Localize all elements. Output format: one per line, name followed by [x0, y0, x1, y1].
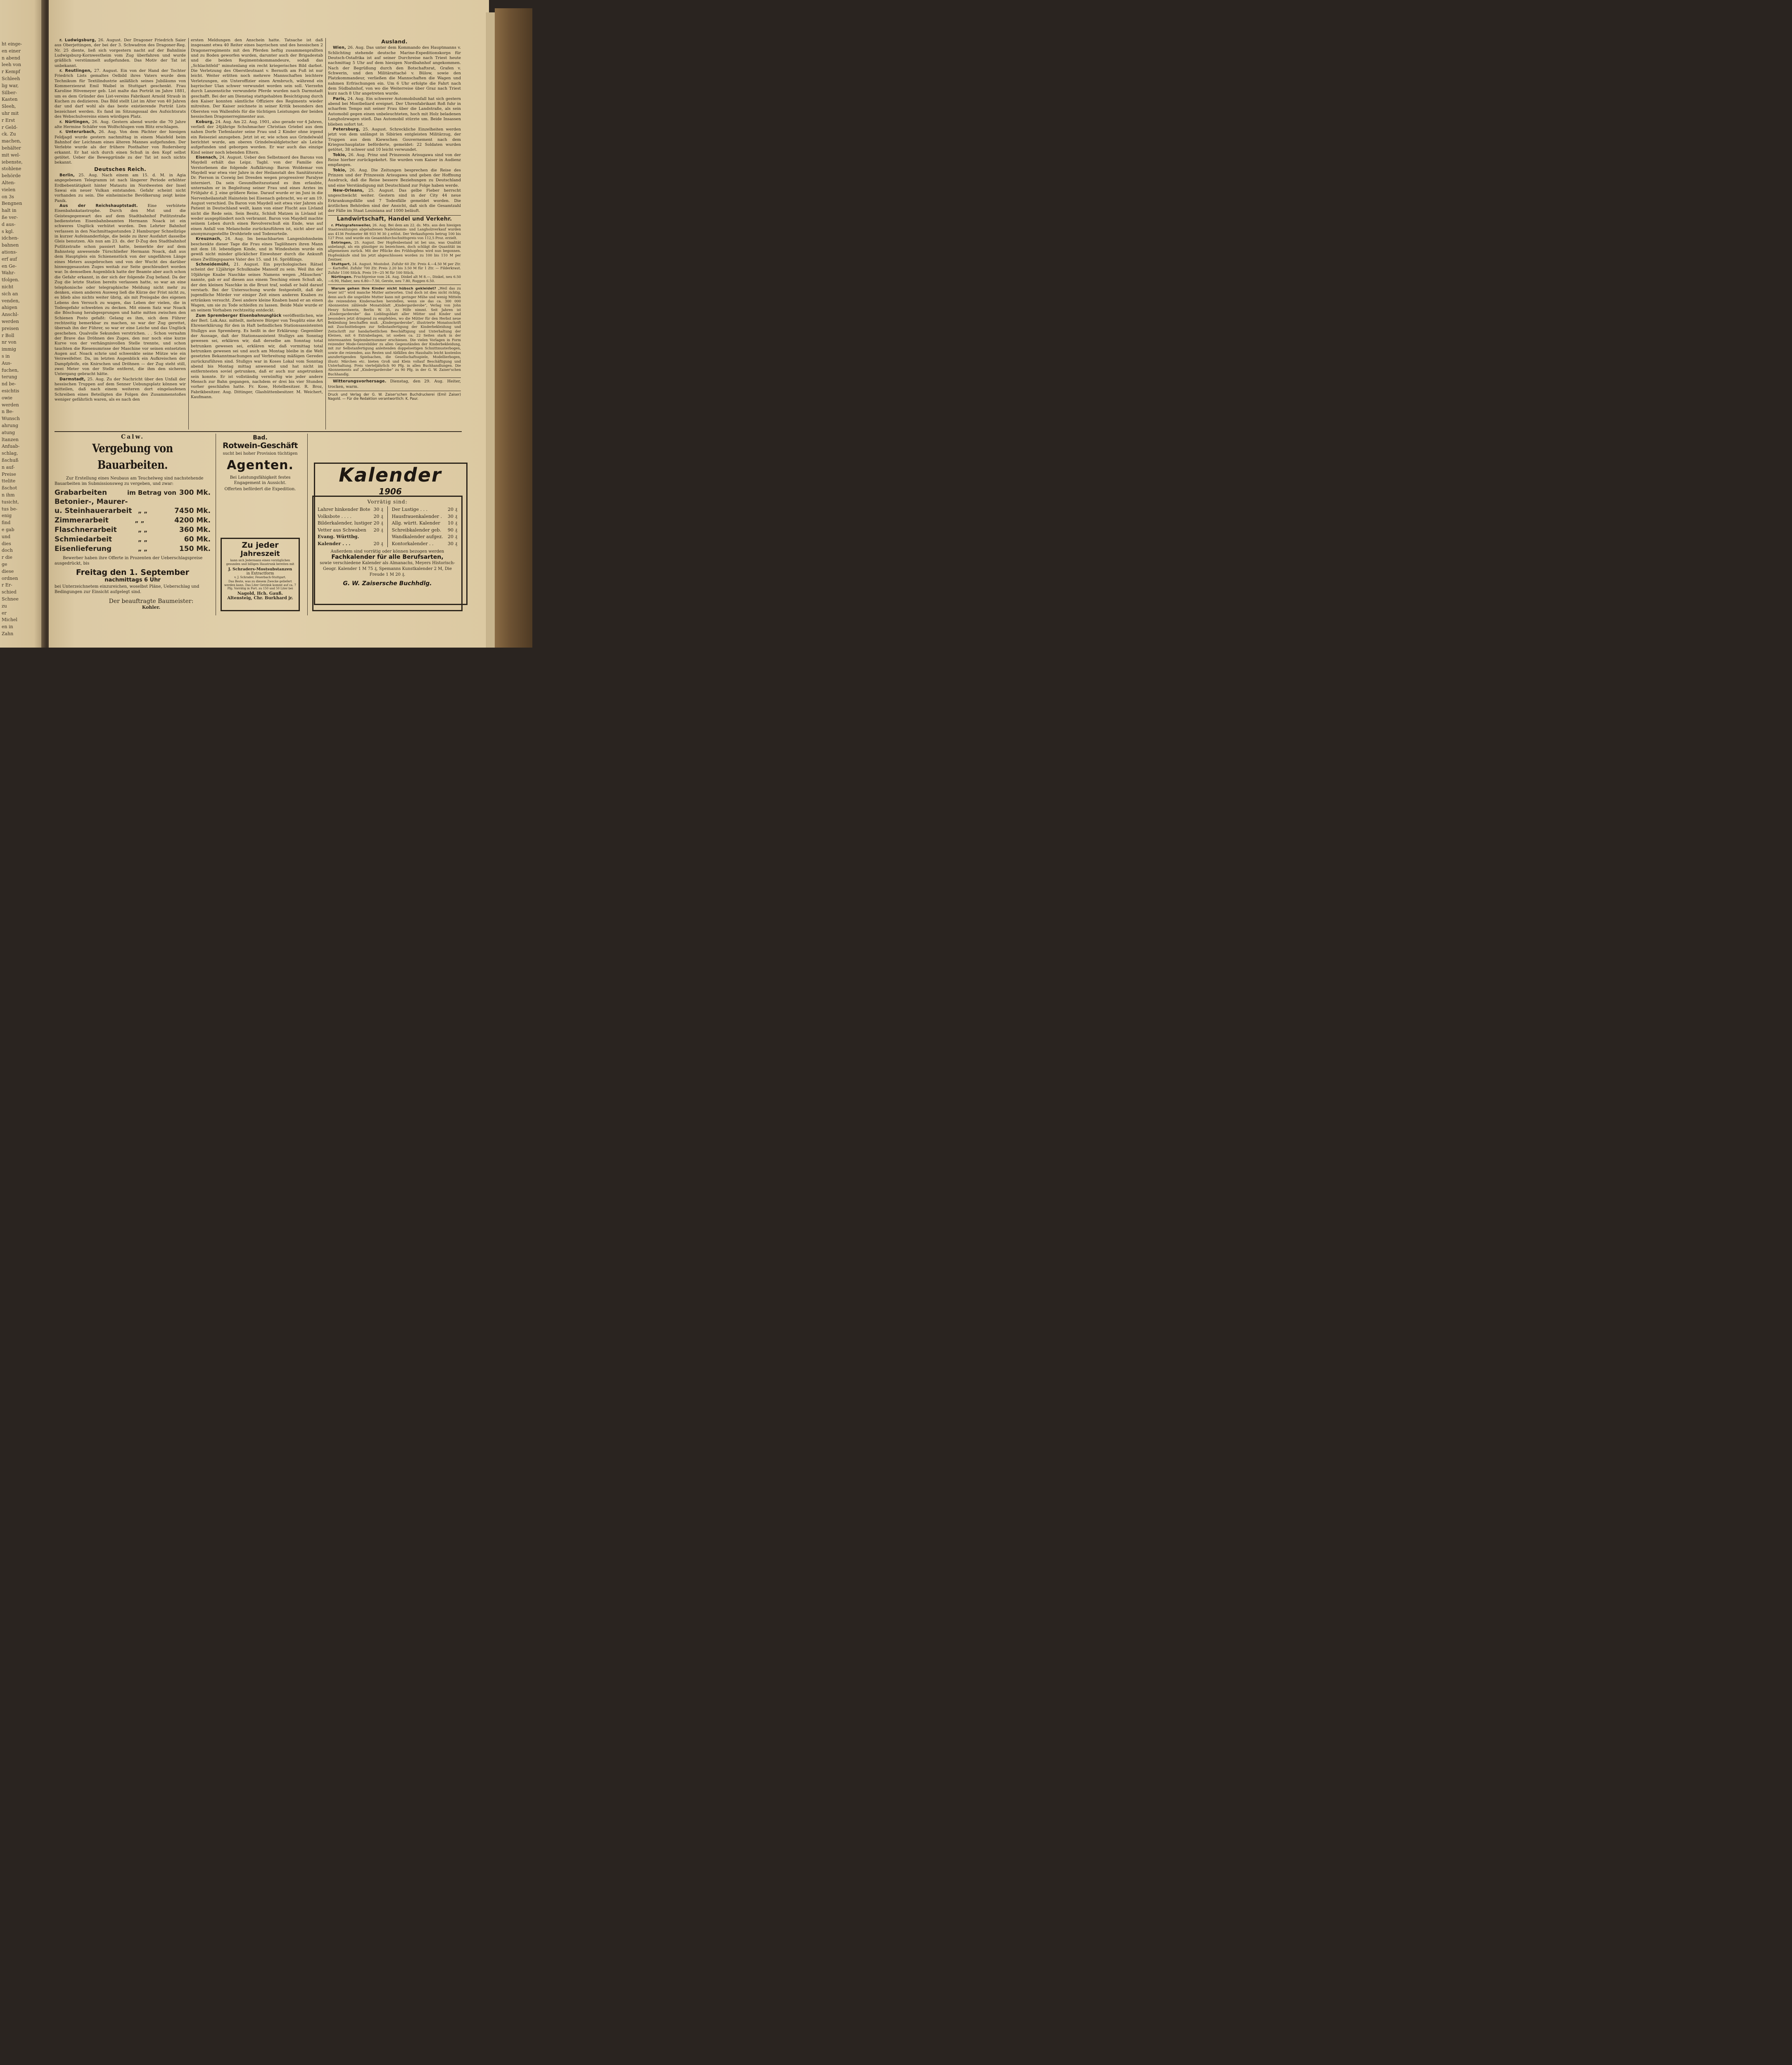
left-page-line: schied — [2, 589, 17, 595]
left-page-line: n abend — [2, 55, 20, 61]
left-page-line: r Geld- — [2, 124, 18, 130]
ad-bauarbeiten — [55, 434, 211, 615]
article-text: 26. Aug. Gestern abend wurde die 70 Jahre alte Hermine Schäfer von Wolfschlugen vom Blitz erschlagen. — [55, 119, 186, 129]
left-page-line: r Boll — [2, 332, 14, 338]
article-text: 25. August. Das gelbe Fieber herrscht ungeschwächt weiter. Gestern sind in der City 44 neue Erkrankungsfälle und 7 Todesfälle gemeldet worden. Die ärztlichen Behörden sind der Ansicht, daß sich die Gesamtzahl der Fälle im Staat Louisiana auf 1000 beläuft. — [328, 188, 461, 214]
column-3 — [328, 38, 461, 430]
article-dateline: r. Pfalzgrafenweiler, — [331, 223, 371, 228]
bau-item-row — [55, 544, 211, 554]
left-page-line: Wahr- — [2, 270, 15, 276]
bau-item-amount: 150 Mk. — [179, 545, 211, 553]
ads-separator — [55, 431, 462, 432]
ad-signer: Der beauftragte Baumeister: — [109, 598, 194, 605]
ad-divider — [307, 434, 308, 615]
left-page-line: werden — [2, 319, 19, 324]
market-reports — [328, 223, 461, 283]
ad-intro: Zur Erstellung eines Neubaus am Teuchelweg sind nachstehende Bauarbeiten im Submissionsweg zu vergeben, und zwar: — [55, 476, 204, 486]
kalender-extra1: Außerdem sind vorrätig oder können bezogen werden — [330, 549, 444, 554]
article-dateline: Schneidemühl, — [196, 262, 230, 267]
left-page-line: machen, — [2, 138, 21, 144]
article-dateline: Entringen, — [331, 240, 352, 244]
left-page-line: diese — [2, 568, 14, 574]
article-paragraph — [328, 188, 461, 214]
left-page-line: Zahn — [2, 631, 14, 636]
ad-deadline: Freitag den 1. September — [76, 568, 190, 577]
article-text: 25. August. Schreckliche Einzelheiten werden jetzt von dem unlängst in Sibirien entgleisten Militärzug, der Truppen aus dem Kiewschen Gouvernement nach dem Kriegsschauplatze beförderte, gemeldet: 22 Soldaten wurden getötet, 38 schwer und 10 leicht verwundet. — [328, 127, 461, 152]
bau-item-name: Betonier-, Maurer- — [55, 498, 128, 506]
section-title: Ausland. — [381, 38, 408, 45]
left-page-line: immig — [2, 347, 16, 352]
ad-place: Calw. — [121, 434, 145, 440]
left-page-line: en in — [2, 624, 13, 630]
article-dateline: Stuttgart, — [331, 261, 351, 266]
ad-most-product2: in Extractform — [246, 572, 274, 576]
ad-most-title2: Jahreszeit — [240, 550, 280, 558]
left-page-line: atung — [2, 430, 15, 435]
left-page-line: schlag, — [2, 451, 18, 456]
article-dateline: r. Nürtingen, — [59, 119, 90, 124]
left-page-line: Sleeh, — [2, 104, 16, 109]
left-page-line: er — [2, 610, 7, 616]
ad-kalender-title: Kalender — [339, 464, 442, 486]
kalender-shop: G. W. Zaisersche Buchhdlg. — [343, 580, 432, 587]
article-paragraph — [328, 379, 461, 389]
kalender-item — [392, 541, 458, 548]
article-text: 27. August. Ein von der Hand der Tochter Friedrich Lists gemaltes Oelbild ihres Vaters wurde dem Technikum für Textilindustrie anläßlich seines Jubiläums von Kommerzienrat Emil Waibel in Stuttgart geschenkt. Frau Karoline Hövemeyer geb. List malte das Porträt im Jahre 1881, um es dem Gründer des List-vereins Fabrikant Arnold Straub in Kuchen zu dedizieren. Das Bild stellt List im Alter von 40 Jahren dar und darf wohl als das beste existierende Porträt Lists bezeichnet werden. Es fand im Sitzungssaal des Aufsichtsrats des Webschulvereins einen würdigen Platz. — [55, 69, 186, 119]
left-page-line: ations- — [2, 249, 17, 255]
column-divider — [188, 38, 189, 430]
left-page-line: doch — [2, 548, 13, 553]
left-page-line: n Be- — [2, 409, 14, 415]
ad-rotwein — [219, 434, 301, 538]
page-edges — [486, 12, 496, 648]
article-dateline: Eisenach, — [196, 155, 218, 160]
left-page-line: Silber- — [2, 90, 17, 95]
ad-items — [55, 488, 211, 554]
ad-title: Vergebung von Bauarbeiten. — [92, 441, 173, 472]
kalender-item-name: Kontorkalender . . — [392, 541, 434, 546]
left-page-line: Schnee — [2, 596, 19, 602]
kalender-item-name: Schreibkalender geb. — [392, 527, 441, 533]
left-page-line: tfolgen. — [2, 277, 19, 283]
bau-item-row — [55, 516, 211, 525]
article-dateline: Zum Spremberger Eisenbahnunglück — [196, 313, 282, 318]
left-page-line: nr von — [2, 339, 17, 345]
left-page-line: halt in — [2, 208, 17, 214]
kalender-item — [318, 513, 383, 520]
column-divider — [325, 38, 326, 430]
kalender-item — [318, 541, 383, 548]
kalender-item — [392, 534, 458, 541]
bau-item-mid: „ „ — [138, 527, 148, 534]
left-page-line: fuchen, — [2, 367, 19, 373]
article-text: 24. Aug. Im benachbarten Langenlohnsheim beschenkte dieser Tage die Frau eines Taglöhners ihren Mann mit dem 18. lebendigen Kinde, und in Windesheim wurde ein gewiß nicht minder glücklicher Einwohner durch die Ankunft eines Zwillingspaares Vater des 15. und 16. Sprößlings. — [191, 237, 323, 262]
article-dateline: Wien, — [333, 45, 346, 50]
kalender-list-right — [392, 506, 458, 547]
article-text: 25. August. Der Hopfenbestand ist bei uns, was Qualität anbelangt, als ein günstiger zu bezeichnen, doch schlägt die Quantität im allgemeinen zurück. Mit der Pflücke des Frühhopfens wird nun begonnen. Hopfenkäufe sind bis jetzt abgeschlossen worden zu 100 bis 110 M per Zentner. — [328, 240, 461, 262]
left-page-line: find — [2, 520, 11, 526]
bau-item-amount: 360 Mk. — [179, 526, 211, 534]
ad-deadline-time: nachmittags 6 Uhr — [104, 577, 161, 583]
kalender-item — [392, 506, 458, 513]
article-dateline: Koburg, — [196, 119, 214, 124]
bau-item-amount: 4200 Mk. — [174, 516, 211, 525]
section-title: Landwirtschaft, Handel und Verkehr. — [337, 216, 452, 222]
left-page-line: mit wel- — [2, 152, 21, 158]
left-page-line: r Er- — [2, 582, 12, 588]
section-title: Deutsches Reich. — [94, 166, 146, 172]
article-paragraph — [55, 120, 186, 130]
kalender-item — [318, 527, 383, 534]
kalender-item-name: Allg. württ. Kalender — [392, 520, 440, 526]
left-page-line: ahrung — [2, 423, 19, 428]
left-page-line: ahigen — [2, 305, 17, 311]
kalender-item-name: Hausfrauenkalender . — [392, 513, 442, 519]
left-page-line: nicht — [2, 284, 14, 290]
left-page-line: Alten- — [2, 180, 16, 185]
article-text: „Weil das zu teuer ist!“ wird manche Mutter antworten. Und doch ist dies nicht richtig, denn auch die ungeübte Mutter kann mit geringer Mühe und wenig Mitteln die reizendsten Kindersachen herstellen, wenn sie das ca. 300 000 Abonnenten zählende Monatsblatt „Kindergarderobe“, Verlag von John Henry Schwerin, Berlin W. 35, zu Hilfe nimmt. Seit Jahren ist „Kindergarderobe“ das Lieblingsblatt aller Mütter und Kinder und besonders jetzt dringend zu empfehlen, wo die Mütter für den Herbst neue Bekleidung beschaffen muß. „Kindergarderobe“, illustrierte Monatsschrift mit Zuschnittebogen zur Selbstanfertigung der Kinderbekleidung und Zeitschrift zur handarbeitlichen Beschäftigung und Unterhaltung der Kleinen, mit 6 Extrabeilagen, ist soeben ca. 22 Seiten stark in der interessanten Septembernummer erschienen. Die vielen Vorlagen in Form reizender Mode-Genrebilder zu allen Gegenständen der Kinderbekleidung, mit zur Selbstanfertigung anleitenden doppelseitigen Schnittmusterbogen, sowie die reizenden, aus Resten und Abfällen des Haushalts leicht kostenlos anzufertigenden Spielsachen, die Gesellschaftsspiele, Modellierbogen, illustr. Märchen etc. bieten Groß und Klein vollauf Beschäftigung und Unterhaltung. Preis vierteljährlich 90 Pfg. in allen Buchhandlungen. Die Abonnements auf „Kindergarderobe“ zu 90 Pfg. in der G. W. Zaiser'schen Buchhandlg. — [328, 286, 461, 376]
left-page-line: Wunsch — [2, 416, 20, 422]
article-dateline: Paris, — [333, 96, 346, 101]
left-page-line: lig war, — [2, 83, 19, 88]
article-paragraph — [328, 240, 461, 262]
left-page-line: ge — [2, 562, 7, 567]
article-paragraph — [55, 173, 186, 204]
left-page-line: e gab — [2, 527, 14, 532]
article-paragraph — [55, 38, 186, 69]
left-page-line: tusicht, — [2, 499, 19, 505]
article-text: 26. Aug. Bei dem am 22. ds. Mts. aus den hiesigen Staatswaldungen abgehaltenen Nadelstamm- und Langholzverkauf wurden aus 4136 Festmeter 88 933 M 30 ₰ erlöst. Der Verkaufspreis betrug 100 bis 127 Proz. und wurde ein Gesamtdurchschnittspreis von 112,5 Proz. erzielt. — [328, 223, 461, 240]
article-text: 26. Aug. Prinz und Prinzessin Arisugawa sind von der Reise hierher zurückgekehrt. Sie wurden vom Kaiser in Audienz empfangen. — [328, 152, 461, 168]
left-page-line: Schleeh — [2, 76, 20, 81]
left-page-line: en Ge- — [2, 263, 17, 269]
ad-wein-line3: sucht bei hoher Provision tüchtigen — [223, 451, 298, 456]
article-text: 25. Aug. Nach einem am 15. d. M. in Agia angegebenen Telegramm ist nach längerer Periode erhöhter Erdbebentätigkeit hinter Matautu im Nordwesten der Insel Sawai ein neuer Vulkan entstanden. Gefahr scheint nicht vorhanden zu sein. Die einheimische Bevölkerung zeigt keine Panik. — [55, 173, 186, 203]
left-page-line: leeh von — [2, 62, 21, 68]
left-page-line: ßschot — [2, 485, 17, 491]
bau-item-row — [55, 525, 211, 535]
left-page-line: idchen- — [2, 235, 19, 241]
left-page-line: on 3s — [2, 194, 14, 199]
article-dateline: Darmstadt, — [59, 377, 86, 382]
article-text: 21. August. Ein psychologisches Rätsel scheint der 12jährige Schulknabe Mansolf zu sein. Weil ihn der 10jährige Knabe Naschke seines Namens wegen „Mäuschen“ nannte, gab er auf diesen aus einem Tesching einen Schuß ab, der den kleinen Naschke in die Brust traf, sodaß er bald darauf verstarb. Bei der Untersuchung wurde festgestellt, daß der jugendliche Mörder vor einiger Zeit einen anderen Knaben zu ertränken versucht. Zwei andere kleine Knaben band er an einen Wagen, um sie zu Tode schleifen zu lassen. Beide Male wurde er an seinem Vorhaben rechtzeitig entdeckt. — [191, 262, 323, 313]
article-paragraph — [328, 275, 461, 283]
ad-most-note: Das Beste, was zu diesem Zwecke geliefert werden kann. Das Liter Getränk kommt auf ca. 7 Pfg. Vorrätig in Port. zu 150 und 50 Liter bei — [224, 580, 297, 591]
article-paragraph — [191, 313, 323, 400]
left-page-line: ht einge- — [2, 41, 22, 47]
kalender-item-price: 20 ₰ — [448, 507, 457, 512]
left-page-line: terung — [2, 374, 17, 380]
left-page-line: enig — [2, 513, 12, 519]
ad-kalender-year: 1906 — [379, 487, 402, 496]
left-page-line: tus be- — [2, 506, 17, 512]
left-page-line: zu — [2, 603, 7, 609]
article-paragraph — [191, 262, 323, 313]
left-page-line: r Erst — [2, 117, 15, 123]
article-dateline: Tokio, — [333, 152, 347, 157]
ad-wein-contact: Offerten befördert die Expedition. — [224, 487, 296, 491]
kalender-item-price: 20 ₰ — [373, 527, 383, 533]
ad-most-text: kann sich Jedermann einen vorzüglichen gesunden und billigen Haustrunk bereiten mit — [226, 559, 294, 566]
ad-most-maker: v. J. Schrader, Feuerbach-Stuttgart. — [234, 576, 286, 579]
left-page-line: r Kempf — [2, 69, 20, 75]
article-paragraph — [55, 130, 186, 165]
article-paragraph — [328, 262, 461, 275]
bau-item-amount: 7450 Mk. — [174, 507, 211, 515]
article-text: 24. August. Ueber den Selbstmord des Barons von Maydell erhält das Leipz. Tagbl. von der Familie des Verstorbenen die folgende Aufklärung: Baron Woldemar von Maydell war etwa vier Jahre in der Heilanstalt des Sanitätsrates Dr. Pierson in Coswig bei Dresden wegen progressiver Paralyse interniert. Da sein Gesundheitszustand es ihm erlaubte, unternahm er in Begleitung seiner Frau und eines Arztes im Frühjahr d. J. eine größere Reise. Darauf wurde er im Juni in die Nervenheilanstalt Hainstein bei Eisenach gebracht, wo er am 19. August verschied. Da Baron von Maydell seit etwa vier Jahren als Patient in Deutschland weilt, kann von einer Flucht aus Livland nicht die Rede sein. Sein Besitz, Schloß Matzen in Livland ist weder ausgeplündert noch verbrannt. Baron von Maydell machte seinem Leben durch einen Revolverschuß ein Ende, was auf einen Anfall von Melancholie zurückzuführen ist, nicht aber auf anonymzugestellte Drohbriefe und Todesurteile. — [191, 155, 323, 237]
ad-most-dealer2: Altensteig, Chr. Burkhard jr. — [227, 596, 293, 601]
article-paragraph — [328, 223, 461, 240]
kalender-item-price: 20 ₰ — [373, 541, 383, 546]
ad-most-product1: J. Schraders-Mostsubstanzen — [228, 567, 292, 572]
left-page-line: n ihm — [2, 492, 15, 498]
bau-item-mid: „ „ — [138, 508, 148, 515]
article-paragraph — [55, 377, 186, 403]
article-text: Fruchtpreise vom 24. Aug. Dinkel alt M 8.—, Dinkel, neu 6.50—6.90, Haber, neu 6.80—7.50, Gerste, neu 7.80, Roggen 6.50. — [328, 274, 461, 283]
left-page-line: behörde — [2, 173, 21, 179]
left-page-line: Kasten — [2, 97, 18, 102]
bau-item-name: Eisenlieferung — [55, 545, 112, 553]
article-dateline: Witterungsvorhersage. — [333, 379, 387, 384]
kalender-item-price: 10 ₰ — [448, 520, 457, 526]
kalender-item-price: 20 ₰ — [448, 534, 457, 539]
article-text: Eine verhütete Eisenbahnkatastrophe. Durch den Mut und die Geistesgegenwart des auf dem Stadtbahnhof Putlitzstraße bediensteten Eisenbahnbeamten Hermann Noack ist ein schweres Unglück verhütet worden. Den Lehrter Bahnhof verlassen in den Nachmittagsstunden 2 Hamburger Schnellzüge in kurzer Aufeinanderfolge, die beide zu ihrer Ausfahrt dasselbe Gleis benutzen. Als nun am 23. ds. der D-Zug den Stadtbahnhof Putlitzstraße schon passiert hatte, bemerkte der auf dem Bahnsteig anwesende Türschließer Hermann Noack, daß aus dem Hauptgleis ein Schienenstück von der ungefähren Länge eines Meters ausgebrochen und von der Wucht des darüber hinweggesausten Zuges weitab zur Seite geschleudert worden war. In demselben Augenblick hatte der Beamte aber auch schon die Gefahr erkannt, in der sich der folgende Zug befand. Da der Zug die letzte Station bereits verlassen hatte, so war an eine telephonische oder telegraphische Meldung nicht mehr zu denken, einen anderen Ausweg ließ die Kürze der Frist nicht zu, es blieb also nichts weiter übrig, als mit Preisgabe des eigenen Lebens den Versuch zu wagen, das Leben der vielen, die in Todesgefahr schwebten zu decken. Mit einem Satz war Noack die Böschung herabgesprungen und hatte mitten zwischen den Schienen Posto gefaßt: Gelang es ihm, sich dem Führer rechtzeitig bemerkbar zu machen, so war der Zug gerettet, übersah ihn der Führer, so war er eine Leiche und das Unglück geschehen. Qualvolle Sekunden verstrichen. . . Schon vernahm der Brave das Dröhnen des Zuges, den nur noch eine kurze Kurve von der verhängnisvollen Stelle trennte, und schon tauchten die Riesenumrisse der Maschine vor seinen entsetzten Augen auf. Noack schrie und schwenkte seine Mütze wie ein Verzweifelter. Da, im letzten Augenblick ein Aufkreischen der Dampfpfeife, ein Knirschen und Dröhnen — der Zug steht still, zwei Meter von der Stelle entfernt, die ihm den sicheren Untergang gebracht hätte. — [55, 204, 186, 377]
left-page-line: d aus- — [2, 221, 16, 227]
kalender-item-name: Wandkalender aufgez. — [392, 534, 443, 539]
article-text: 26. Aug. Die Zeitungen besprechen die Reise des Prinzen und der Prinzessin Arisugawa und geben der Hoffnung Ausdruck, daß die Reise bessere Beziehungen zu Deutschland und eine Verständigung mit Deutschland zur Folge haben werde. — [328, 168, 461, 188]
kalender-item-name: Vetter aus Schwaben — [318, 527, 366, 533]
ad-kalender-subtitle: Vorrätig sind: — [367, 499, 408, 505]
kalender-item-price: 90 ₰ — [448, 527, 457, 533]
bau-item-name: Flaschnerarbeit — [55, 526, 117, 534]
kalender-item — [318, 534, 383, 541]
kalender-list-left — [318, 506, 383, 547]
article-paragraph — [328, 45, 461, 96]
kalender-item-price: 20 ₰ — [373, 513, 383, 519]
left-page-line: Anschl- — [2, 312, 19, 318]
kalender-item-name: Der Lustige . . . — [392, 507, 428, 512]
article-text: ersten Meldungen den Anschein hatte. Tatsache ist daß insgesamt etwa 40 Reiter eines bayrischen und des hessischen 2 Dragonerregiments mit den Pferden heftig zusammenprallten und zu Boden geworfen wurden, darunter auch der Brigadestab und die beiden Regimentskommandeure, sodaß das „Schlachtfeld“ minutenlang ein recht kriegerisches Bild darbot. Die Verletzung des Oberstleutnant v. Bernuth am Fuß ist nur leicht. Weiter erlitten noch mehrere Mannschaften leichtere Verletzungen, ein Unteroffizier einen Armbruch, während ein bayrischer Ulan schwer verwundet worden sein soll. Vierzehn durch Lanzenstiche verwundete Pferde wurden nach Darmstadt geschafft. Bei der am Dienstag stattgehabten Besichtigung durch den Kaiser konnten sämtliche Offiziere des Regiments wieder mitreiten. Der Kaiser zeichnete in seiner Kritik besonders den Obersten von Wallenfels für die tüchtigen Leistungen der beiden hessischen Dragonerregimenter aus. — [191, 38, 323, 119]
article-paragraph — [328, 286, 461, 377]
article-dateline: Warum gehen Ihre Kinder nicht hübsch gekleidet? — [331, 286, 437, 290]
article-text: 24. Aug. Am 22. Aug. 1901, also gerade vor 4 Jahren, verließ der 24jährige Schuhmacher Christian Griebel aus dem nahen Dorfe Tiefenlauter seine Frau und 2 Kinder ohne irgend ein Reiseziel anzugeben. Jetzt ist er, wie schon aus Grindelwald berichtet wurde, am oberen Grindelwaldgletscher als Leiche aufgefunden und geborgen worden. Er war auch das einzige Kind seiner noch lebenden Eltern. — [191, 119, 323, 155]
left-page-line: r die — [2, 555, 12, 560]
article-dateline: Nürtingen. — [331, 274, 353, 279]
ad-kalender-list — [312, 496, 463, 611]
left-page-line: und — [2, 534, 11, 539]
kalender-item — [392, 527, 458, 534]
article-dateline: Tokio, — [333, 168, 347, 173]
kindergarderobe-notice — [328, 286, 461, 377]
bau-item-name: Zimmerarbeit — [55, 516, 109, 525]
scan-spread — [0, 0, 532, 648]
left-page-line: werden — [2, 402, 19, 408]
article-paragraph — [328, 97, 461, 127]
article-paragraph — [191, 155, 323, 237]
bau-item-mid: „ „ — [135, 517, 145, 524]
section-rule — [328, 215, 461, 216]
article-paragraph — [191, 120, 323, 155]
article-paragraph — [191, 237, 323, 262]
bau-item-row — [55, 506, 211, 516]
left-page-line: vielen — [2, 187, 16, 192]
article-text: Dienstag, den 29. Aug. Heiter, trocken, warm. — [328, 379, 461, 389]
left-page-line: Preise — [2, 471, 16, 477]
left-page-line: sich an — [2, 291, 18, 297]
bau-item-row — [55, 497, 211, 506]
bau-item-amount: 60 Mk. — [184, 535, 211, 544]
left-page-line: ordnen — [2, 575, 18, 581]
bau-item-mid: „ „ — [138, 546, 148, 553]
kalender-extra-title: Fachkalender für alle Berufsarten, — [331, 554, 444, 560]
kalender-item-name: Volksbote . . . . — [318, 513, 351, 519]
article-dateline: New-Orleans, — [333, 188, 364, 193]
kalender-item — [392, 520, 458, 527]
ad-wein-title: Agenten. — [227, 458, 294, 472]
left-page-line: behälter — [2, 145, 21, 151]
article-paragraph — [55, 204, 186, 377]
article-dateline: r. Unterurbach, — [59, 130, 96, 135]
left-page-line: Bengnen — [2, 201, 22, 206]
left-page-line: dies — [2, 541, 11, 546]
left-page-line: ck. Zu — [2, 131, 16, 137]
article-dateline: Aus der Reichshauptstadt. — [59, 204, 138, 208]
left-page-line: stohlene — [2, 166, 21, 172]
ad-most — [221, 538, 300, 611]
bau-item-name: Grabarbeiten — [55, 489, 107, 497]
bau-item-mid: „ „ — [138, 536, 148, 543]
article-text: 24. Aug. Ein schwerer Automobilunfall hat sich gestern abend bei Montbeliard ereignet. Der Uhrenfabrikant Roß fuhr in scharfem Tempo mit seiner Frau über die Landstraße, als sein Automobil gegen einen unbeleuchteten, hoch mit Holz beladenen Langholzwagen stieß. Das Automobil stürzte um. Beide Insassen blieben sofort tot. — [328, 96, 461, 127]
article-text: 26. Aug. Von dem Pächter der hiesigen Feldjagd wurde gestern nachmittag in einem Maisfeld beim Bahnhof der Leichnam eines älteren Mannes aufgefunden. Der Verlebte wurde als der frühere Posthalter von Rudersberg erkannt. Er hat sich durch einen Schuß in den Kopf selbst getötet. Ueber die Beweggründe zu der Tat ist noch nichts bekannt. — [55, 130, 186, 165]
left-page-line: s kgl. — [2, 228, 14, 234]
left-page-line: s in — [2, 354, 10, 359]
column-1 — [55, 38, 186, 430]
article-text: 26. August. Der Dragoner Friedrich Saier aus Oberjettingen, der bei der 3. Schwadron des Dragoner-Reg. Nr. 25 diente, ließ sich vorgestern nacht auf der Bahnlinie Ludwigsburg-Kornwestheim vom Zug überfahren und wurde gräßlich verstümmelt aufgefunden. Das Motiv der Tat ist unbekannt. — [55, 38, 186, 68]
left-page-line: ßschuß — [2, 458, 19, 463]
left-page-line: venden, — [2, 298, 20, 304]
left-page-line: bahnen — [2, 242, 19, 248]
kalender-list-divider — [387, 506, 388, 547]
ad-offer: Bewerber haben ihre Offerte in Prozenten der Ueberschlagspreise ausgedrückt, bis — [55, 556, 203, 566]
bau-item-amount: 300 Mk. — [179, 489, 211, 497]
imprint: Druck und Verlag der G. W. Zaiser'schen Buchdruckerei (Emil Zaiser) Nagold. — Für die Redaktion verantwortlich: K. Paur. — [328, 392, 461, 401]
article-dateline: r. Ludwigsburg, — [59, 38, 96, 43]
article-text: 25. Aug. Zu der Nachricht über den Unfall der hessischen Truppen auf dem Senner Uebungsplatz können wir mitteilen, daß nach einem weiteren dort eingelaufenen Schreiben eines Beteiligten die Folgen des Zusammenstoßes weniger gefährlich waren, als es nach den — [55, 377, 186, 402]
bau-item-row — [55, 535, 211, 544]
article-paragraph — [191, 38, 323, 120]
column-2 — [191, 38, 323, 430]
kalender-extra2: sowie verschiedene Kalender als Almanachs, Meyers Historisch-Geogr. Kalender 1 M 75 ₰, Spemanns Kunstkalender 2 M, Die Freude 1 M 20 ₰. — [320, 561, 455, 577]
article-dateline: Petersburg, — [333, 127, 361, 132]
ad-most-dealer1: Nagold, Hch. Gauß. — [237, 591, 283, 596]
left-page-line: esichtis — [2, 388, 19, 394]
article-paragraph — [328, 127, 461, 153]
kalender-item-price: 20 ₰ — [373, 520, 383, 526]
left-page-line: erf auf — [2, 256, 17, 262]
left-page-line: en einer — [2, 48, 21, 54]
article-text: 24. August. Mostobst. Zufuhr 60 Ztr. Preis 4.—4.50 M per Ztr. — Kartoffel. Zufuhr 700 Ztr. Preis 2.20 bis 3.50 M für 1 Ztr. — Filderkraut. Zufuhr 1100 Stück. Preis 19—25 M für 100 Stück. — [328, 261, 461, 275]
ad-kalender-header — [318, 463, 463, 496]
left-page-line: Michel — [2, 617, 18, 623]
kalender-item-price: 30 ₰ — [373, 507, 383, 512]
kalender-item-name: Kalender . . . — [318, 541, 351, 546]
article-paragraph — [328, 168, 461, 188]
kalender-item — [392, 513, 458, 520]
left-page-line: Aus- — [2, 360, 12, 366]
kalender-item-price: 30 ₰ — [448, 513, 457, 519]
section-rule — [328, 377, 461, 378]
kalender-item-name: Lahrer hinkender Bote — [318, 507, 370, 512]
article-dateline: Berlin, — [59, 173, 75, 178]
ad-most-title1: Zu jeder — [242, 541, 279, 550]
left-page-line: uhr mit — [2, 111, 19, 116]
left-page-line: ttelite — [2, 478, 16, 484]
ad-where: bei Unterzeichnetem einzureichen, woselbst Pläne, Ueberschlag und Bedingungen zur Einsicht aufgelegt sind. — [55, 584, 199, 594]
article-dateline: Kreuznach, — [196, 237, 222, 242]
article-paragraph — [328, 153, 461, 168]
ad-signer-name: Kohler. — [142, 605, 161, 610]
bau-item-name: u. Steinhauerarbeit — [55, 507, 132, 515]
kalender-item-name: Evang. Württbg. — [318, 534, 359, 539]
article-text: veröffentlichen, wie der Berl. Lok.Anz. mitteilt, mehrere Bürger von Teuplitz eine Art Ehrenerklärung für den in Haft befindlichen Stationsassistenten Stullgys aus Spremberg. Es heißt in der Erklärung: Gegenüber der Aussage, daß der Stationsassistent Stullgys am Sonntag gewesen sei, erklären wir, daß derselbe am Sonntag total betrunken gewesen sei, erklären wir, daß vormittag total betrunken gewesen sei und auch am Montag bleibe in die Welt gesetzten Bekanntmachungen auf Verbreitung mäßigen Geredes zurückzuführen sind. Stullgys war in Koses Lokal vom Sonntag abend bis Montag mittag anwesend und hat nicht im entferntesten soviel getrunken, daß er auch nur angetrunken sein konnte. Er ist vollständig vernünftig wie jeder andere Mensch zur Bahn gegangen, nachdem er drei bis vier Stunden vorher geschlafen hatte. Fr. Kose, Hotelbesitzer. R. Broz, Fabrikbesitzer. Aug. Dittinger, Glashüttenbesitzer. M. Weichert, Kaufmann. — [191, 313, 323, 400]
ad-wein-text: Bei Leistungsfähigkeit festes Engagement in Aussicht. — [230, 475, 291, 485]
kalender-item — [318, 520, 383, 527]
left-page-line: ße ver- — [2, 215, 18, 220]
ad-wein-line2: Rotwein-Geschäft — [223, 441, 298, 450]
kalender-item-price: 30 ₰ — [448, 541, 457, 546]
book-cover-edge — [495, 8, 532, 648]
kalender-item-name: Bilderkalender, lustiger — [318, 520, 372, 526]
bau-item-name: Schmiedarbeit — [55, 535, 112, 544]
kalender-item — [318, 506, 383, 513]
bau-item-mid: im Betrag von — [127, 489, 176, 496]
article-text: 26. Aug. Das unter dem Kommando des Hauptmanns v. Schlichting stehende deutsche Marine-Expeditionskorps für Deutsch-Ostafrika ist auf seiner Durchreise nach Triest heute nachmittag 5 Uhr auf dem hiesigen Nordbahnhof angekommen. Nach der Begrüßung durch den Botschaftsrat, Grafen v. Schwerin, und den Militärattaché v. Bülow, sowie den Platzkommandeur, verließen die Mannschaften die Wagen und nahmen Erfrischungen ein. Um 6 Uhr erfolgte die Fahrt nach dem Südbahnhof, von wo die Weiterreise über Graz nach Triest kurz nach 8 Uhr angetreten wurde. — [328, 45, 461, 96]
ad-wein-line1: Bad. — [253, 434, 268, 441]
left-page-line: nd be- — [2, 381, 16, 387]
article-dateline: r. Reutlingen, — [59, 69, 92, 74]
article-paragraph — [55, 69, 186, 119]
left-page-line: n auf- — [2, 464, 15, 470]
left-page-line: iebenste, — [2, 159, 23, 165]
left-page-line: ltanzen — [2, 437, 19, 442]
bau-item-row — [55, 488, 211, 497]
left-page-line: preisen — [2, 325, 19, 331]
left-page-line: Anfuab- — [2, 444, 20, 449]
left-page-line: owie — [2, 395, 13, 401]
